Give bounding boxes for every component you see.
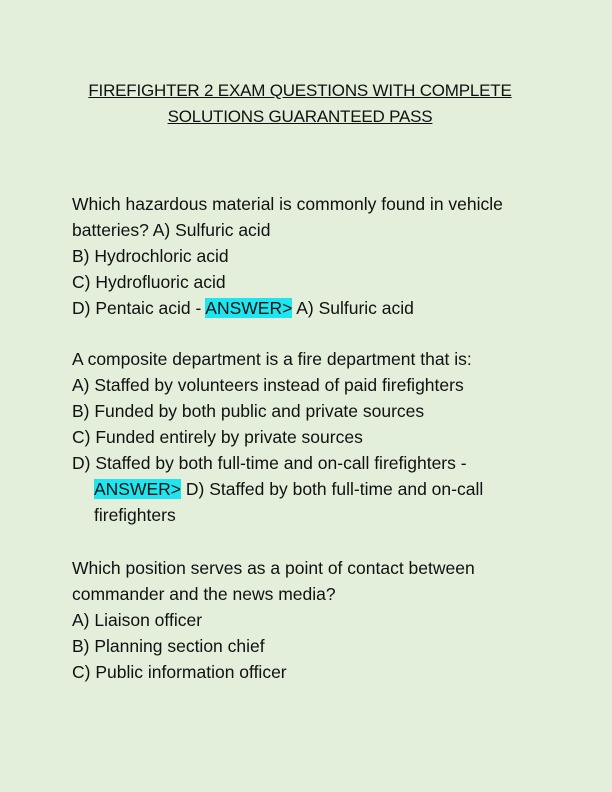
question-3-stem-line-1: Which position serves as a point of contact between: [72, 558, 475, 578]
question-1-option-c: C) Hydrofluoric acid: [72, 272, 226, 292]
question-3: [72, 555, 542, 685]
question-2-answer-continuation: firefighters: [94, 505, 176, 525]
question-2-option-a: A) Staffed by volunteers instead of paid firefighters: [72, 375, 464, 395]
question-1-option-d-with-answer: [72, 295, 542, 321]
question-1-option-b: B) Hydrochloric acid: [72, 246, 229, 266]
question-1-stem-line-2: batteries? A) Sulfuric acid: [72, 220, 271, 240]
question-1-stem-line-1: Which hazardous material is commonly found in vehicle: [72, 194, 503, 214]
question-2-answer: D) Staffed by both full-time and on-call: [185, 479, 484, 499]
answer-highlight: ANSWER>: [205, 298, 293, 318]
document-title: [60, 78, 540, 130]
question-3-option-c: C) Public information officer: [72, 662, 287, 682]
question-1-option-d: D) Pentaic acid -: [72, 298, 202, 318]
question-2-stem: A composite department is a fire department that is:: [72, 349, 472, 369]
question-3-option-a: A) Liaison officer: [72, 610, 203, 630]
question-3-option-b: B) Planning section chief: [72, 636, 265, 656]
question-1-answer: A) Sulfuric acid: [296, 298, 414, 318]
answer-highlight: ANSWER>: [94, 479, 182, 499]
title-line-2: SOLUTIONS GUARANTEED PASS: [167, 107, 433, 126]
question-2-option-c: C) Funded entirely by private sources: [72, 427, 363, 447]
question-2-answer-line: [72, 476, 542, 502]
question-2-option-d: D) Staffed by both full-time and on-call firefighters -: [72, 453, 467, 473]
title-line-1: FIREFIGHTER 2 EXAM QUESTIONS WITH COMPLETE: [88, 81, 512, 100]
question-2: [72, 346, 542, 528]
question-3-stem-line-2: commander and the news media?: [72, 584, 336, 604]
question-2-option-b: B) Funded by both public and private sources: [72, 401, 425, 421]
question-1: [72, 191, 542, 321]
